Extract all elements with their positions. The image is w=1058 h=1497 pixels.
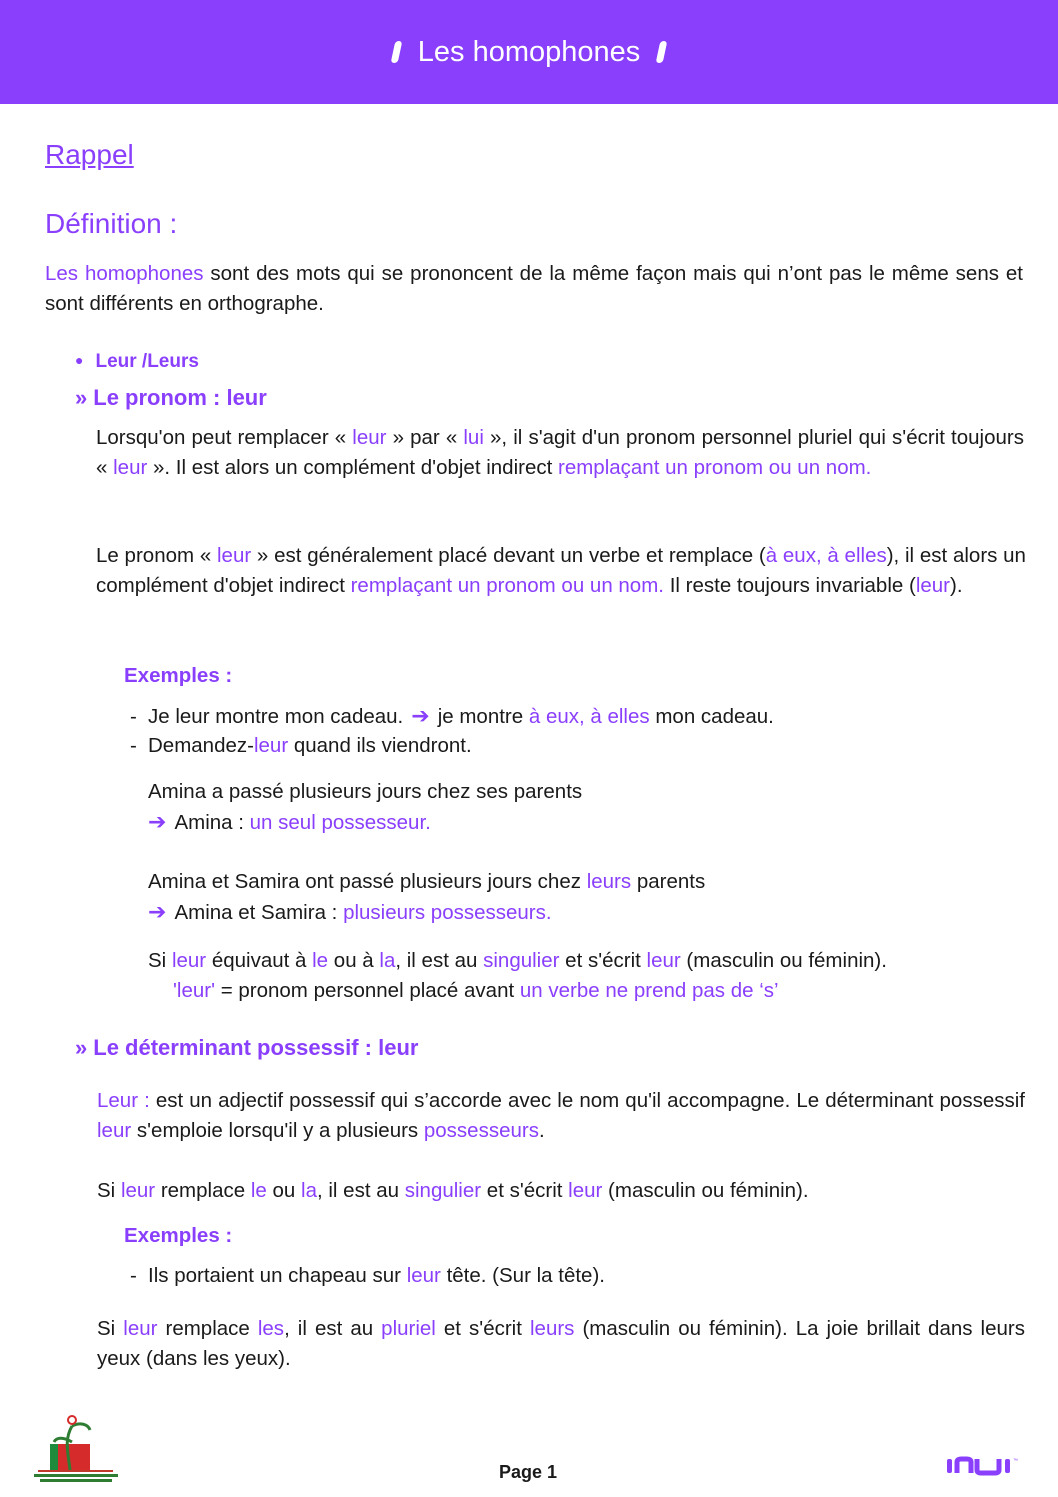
arrow-right-icon: ➔ [148, 899, 167, 924]
pronom-rule-note: 'leur' = pronom personnel placé avant un verbe ne prend pas de ‘s’ [173, 979, 779, 1002]
page-number: Page 1 [499, 1462, 558, 1482]
definition-text: Les homophones sont des mots qui se prononcent de la même façon mais qui n’ont pas le même sens et sont différents en orthographe. [45, 262, 1023, 315]
bracket-right-icon [656, 41, 668, 63]
bullet-leur-leurs: ● Leur /Leurs [75, 351, 199, 372]
section-determinant-title: » Le déterminant possessif : leur [75, 1035, 419, 1060]
determinant-rule-singular: Si leur remplace le ou la, il est au singulier et s'écrit leur (masculin ou féminin). [97, 1179, 809, 1202]
example-item: - Je leur montre mon cadeau. ➔ je montre à eux, à elles mon cadeau. [130, 703, 774, 728]
academy-logo [28, 1412, 123, 1484]
examples-heading: Exemples : [124, 664, 233, 687]
definition-heading: Définition : [45, 208, 178, 239]
arrow-right-icon: ➔ [411, 703, 430, 728]
bracket-left-icon [390, 41, 402, 63]
amina-example: Amina a passé plusieurs jours chez ses parents ➔ Amina : un seul possesseur. [148, 780, 583, 834]
determinant-rule-plural: Si leur remplace les, il est au pluriel et s'écrit leurs (masculin ou féminin). La joie brillait dans leurs yeux (dans les yeux). [97, 1317, 1025, 1370]
example-item: - Ils portaient un chapeau sur leur tête. (Sur la tête). [130, 1264, 605, 1287]
double-chevron-icon: » [75, 1035, 88, 1060]
header-bar [0, 0, 1058, 104]
bullet-icon: ● [75, 352, 84, 368]
determinant-paragraph-1: Leur : est un adjectif possessif qui s’accorde avec le nom qu'il accompagne. Le déterminant possessif leur s'emploie lorsqu'il y a plusieurs possesseurs. [97, 1089, 1025, 1142]
inwi-logo [945, 1454, 1031, 1483]
double-chevron-icon: » [75, 385, 88, 410]
section-pronom-title: » Le pronom : leur [75, 385, 267, 410]
rappel-heading: Rappel [45, 139, 134, 170]
amina-samira-example: Amina et Samira ont passé plusieurs jours chez leurs parents ➔ Amina et Samira : plusieurs possesseurs. [148, 870, 706, 924]
example-item: - Demandez-leur quand ils viendront. [130, 734, 472, 757]
pronom-rule: Si leur équivaut à le ou à la, il est au singulier et s'écrit leur (masculin ou féminin). [148, 949, 887, 972]
pronom-paragraph-1: Lorsqu'on peut remplacer « leur » par « lui », il s'agit d'un pronom personnel pluriel qui s'écrit toujours « leur ». Il est alors un complément d'objet indirect remplaçant un pronom ou un nom. [96, 426, 1024, 479]
pronom-paragraph-2: Le pronom « leur » est généralement placé devant un verbe et remplace (à eux, à elles), il est alors un complément d'objet indirect remplaçant un pronom ou un nom. Il reste toujours invariable (leur). [96, 544, 1026, 597]
svg-text:™: ™ [1013, 1458, 1018, 1464]
examples-heading: Exemples : [124, 1224, 233, 1247]
page-title: Les homophones [417, 35, 641, 68]
arrow-right-icon: ➔ [148, 809, 167, 834]
